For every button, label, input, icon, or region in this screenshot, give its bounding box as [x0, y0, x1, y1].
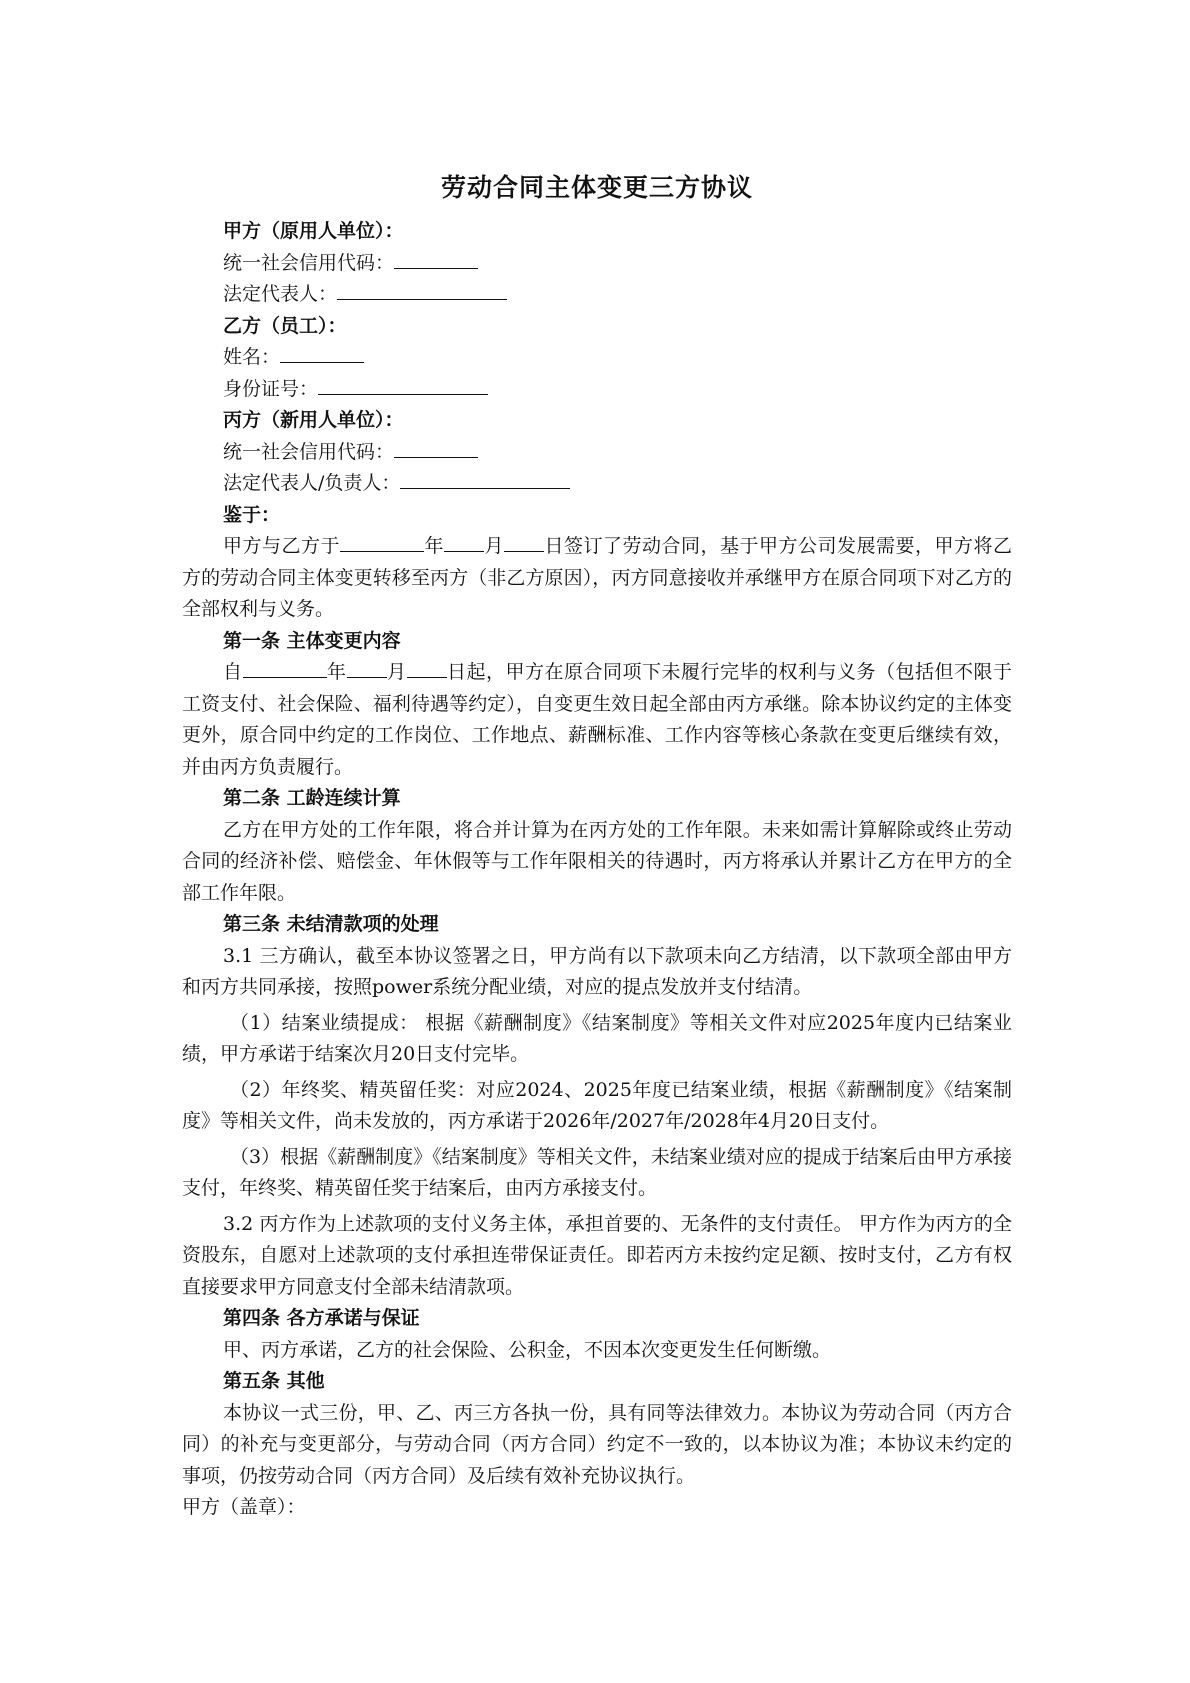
article-1-text-2: 日起，甲方在原合同项下未履行完毕的权利与义务（包括但不限于工资支付、社会保险、福利待遇等约定），自变更生效日起全部由丙方承继。除本协议约定的主体变更外，原合同中约定的工作岗位、工作地点、薪酬标准、工作内容等核心条款在变更后继续有效，并由丙方负责履行。 [182, 661, 1012, 778]
whereas-paragraph [182, 531, 1012, 626]
whereas-day-blank[interactable] [504, 531, 544, 552]
whereas-year-label: 年 [424, 535, 444, 557]
article-1-paragraph [182, 657, 1012, 783]
document-title: 劳动合同主体变更三方协议 [440, 173, 753, 202]
article-5-paragraph: 本协议一式三份，甲、乙、丙三方各执一份，具有同等法律效力。本协议为劳动合同（丙方合同）的补充与变更部分，与劳动合同（丙方合同）约定不一致的，以本协议为准；本协议未约定的事项，仍按劳动合同（丙方合同）及后续有效补充协议执行。 [182, 1401, 1012, 1487]
article-3-item-3: （3）根据《薪酬制度》《结案制度》等相关文件，未结案业绩对应的提成于结案后由甲方承接支付，年终奖、精英留任奖于结案后，由丙方承接支付。 [182, 1145, 1012, 1199]
article-5-heading: 第五条 其他 [223, 1370, 325, 1392]
article-2-paragraph: 乙方在甲方处的工作年限，将合并计算为在丙方处的工作年限。未来如需计算解除或终止劳动合同的经济补偿、赔偿金、年休假等与工作年限相关的待遇时，丙方将承认并累计乙方在甲方的全部工作年限。 [182, 818, 1012, 904]
party-b-heading: 乙方（员工）： [223, 314, 347, 337]
article-3-clause-3-2: 3.2 丙方作为上述款项的支付义务主体，承担首要的、无条件的支付责任。 甲方作为丙方的全资股东，自愿对上述款项的支付承担连带保证责任。即若丙方未按约定足额、按时支付，乙方有权直接要求甲方同意支付全部未结清款项。 [182, 1212, 1012, 1298]
party-a-heading: 甲方（原用人单位）： [223, 220, 404, 242]
article-4-heading: 第四条 各方承诺与保证 [223, 1307, 420, 1329]
party-a-legal-rep-blank[interactable] [337, 279, 507, 300]
party-b-name-line [182, 342, 1012, 374]
article-3-item-1: （1）结案业绩提成： 根据《薪酬制度》《结案制度》等相关文件对应2025年度内已结案业绩，甲方承诺于结案次月20日支付完毕。 [182, 1011, 1012, 1065]
article-1-year-blank[interactable] [243, 657, 327, 678]
article-1-text-1: 自 [223, 661, 243, 683]
party-b-id-blank[interactable] [318, 374, 488, 395]
whereas-text-2: 日签订了劳动合同，基于甲方公司发展需要，甲方将乙方的劳动合同主体变更转移至丙方（非乙方原因），丙方同意接收并承继甲方在原合同项下对乙方的全部权利与义务。 [182, 535, 1012, 620]
whereas-month-label: 月 [484, 535, 504, 557]
document-page [182, 168, 1012, 1524]
party-c-credit-code-line [182, 437, 1012, 469]
party-b-name-label: 姓名： [223, 346, 281, 368]
whereas-year-blank[interactable] [340, 531, 424, 552]
article-1-year-label: 年 [326, 661, 347, 683]
whereas-heading: 鉴于： [223, 503, 281, 526]
whereas-month-blank[interactable] [444, 531, 484, 552]
party-c-credit-code-blank[interactable] [394, 437, 478, 458]
party-b-id-line [182, 374, 1012, 406]
party-c-legal-rep-label: 法定代表人/负责人： [223, 472, 401, 494]
article-3-heading: 第三条 未结清款项的处理 [223, 913, 439, 935]
party-c-legal-rep-line [182, 468, 1012, 500]
article-1-month-label: 月 [386, 661, 407, 683]
article-2-heading: 第二条 工龄连续计算 [223, 787, 401, 809]
party-a-credit-code-blank[interactable] [394, 248, 478, 269]
party-b-name-blank[interactable] [280, 342, 364, 363]
party-a-seal-line: 甲方（盖章）： [182, 1496, 306, 1518]
party-a-credit-code-label: 统一社会信用代码： [223, 251, 395, 274]
party-c-legal-rep-blank[interactable] [400, 468, 570, 489]
party-a-legal-rep-line [182, 279, 1012, 311]
article-1-heading: 第一条 主体变更内容 [223, 629, 401, 652]
article-4-paragraph: 甲、丙方承诺，乙方的社会保险、公积金，不因本次变更发生任何断缴。 [223, 1338, 832, 1361]
party-a-credit-code-line [182, 248, 1012, 280]
article-3-item-2: （2）年终奖、精英留任奖：对应2024、2025年度已结案业绩，根据《薪酬制度》《结案制度》等相关文件，尚未发放的，丙方承诺于2026年/2027年/2028年4月20日支付。 [182, 1078, 1012, 1132]
party-c-heading: 丙方（新用人单位）： [223, 409, 404, 431]
article-1-day-blank[interactable] [407, 657, 447, 678]
article-1-month-blank[interactable] [347, 657, 387, 678]
party-a-legal-rep-label: 法定代表人： [223, 283, 338, 305]
party-b-id-label: 身份证号： [223, 377, 319, 400]
party-c-credit-code-label: 统一社会信用代码： [223, 440, 395, 463]
whereas-text-1: 甲方与乙方于 [223, 535, 340, 557]
article-3-clause-3-1: 3.1 三方确认，截至本协议签署之日，甲方尚有以下款项未向乙方结清，以下款项全部由甲方和丙方共同承接，按照power系统分配业绩，对应的提点发放并支付结清。 [182, 944, 1012, 998]
